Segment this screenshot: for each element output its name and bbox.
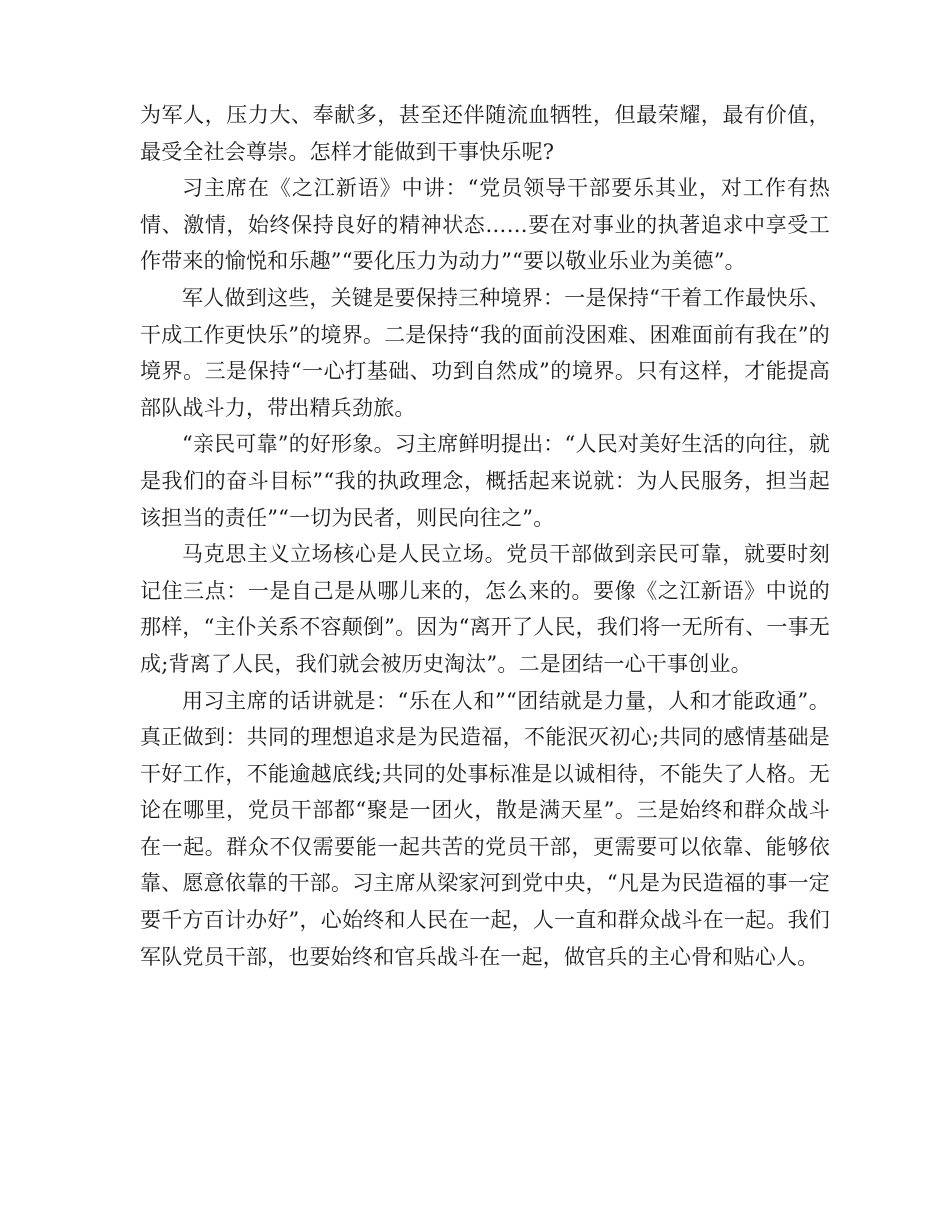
paragraph: 马克思主义立场核心是人民立场。党员干部做到亲民可靠，就要时刻记住三点：一是自己是从哪儿来的，怎么来的。要像《之江新语》中说的那样，“主仆关系不容颠倒”。因为“离开了人民，我们将一无所有、一事无成;背离了人民，我们就会被历史淘汰”。二是团结一心干事创业。 bbox=[140, 542, 831, 676]
paragraph: 军人做到这些，关键是要保持三种境界：一是保持“干着工作最快乐、干成工作更快乐”的境界。二是保持“我的面前没困难、困难面前有我在”的境界。三是保持“一心打基础、功到自然成”的境界。只有这样，才能提高部队战斗力，带出精兵劲旅。 bbox=[140, 285, 831, 420]
paragraph: “亲民可靠”的好形象。习主席鲜明提出：“人民对美好生活的向往，就是我们的奋斗目标”“我的执政理念，概括起来说就：为人民服务，担当起该担当的责任”“一切为民者，则民向往之”。 bbox=[140, 432, 830, 530]
paragraph: 习主席在《之江新语》中讲：“党员领导干部要乐其业，对工作有热情、激情，始终保持良好的精神状态……要在对事业的执著追求中享受工作带来的愉悦和乐趣”“要化压力为动力”“要以敬业乐业为美德”。 bbox=[140, 176, 830, 274]
paragraph-continued: 为军人，压力大、奉献多，甚至还伴随流血牺牲，但最荣耀，最有价值，最受全社会尊崇。怎样才能做到干事快乐呢? bbox=[140, 103, 830, 164]
document-body bbox=[140, 97, 830, 975]
paragraph: 用习主席的话讲就是：“乐在人和”“团结就是力量，人和才能政通”。真正做到：共同的理想追求是为民造福，不能泯灭初心;共同的感情基础是干好工作，不能逾越底线;共同的处事标准是以诚相待，不能失了人格。无论在哪里，党员干部都“聚是一团火，散是满天星”。三是始终和群众战斗在一起。群众不仅需要能一起共苦的党员干部，更需要可以依靠、能够依靠、愿意依靠的干部。习主席从梁家河到党中央，“凡是为民造福的事一定要千方百计办好”，心始终和人民在一起，人一直和群众战斗在一起。我们军队党员干部，也要始终和官兵战斗在一起，做官兵的主心骨和贴心人。 bbox=[140, 688, 830, 969]
